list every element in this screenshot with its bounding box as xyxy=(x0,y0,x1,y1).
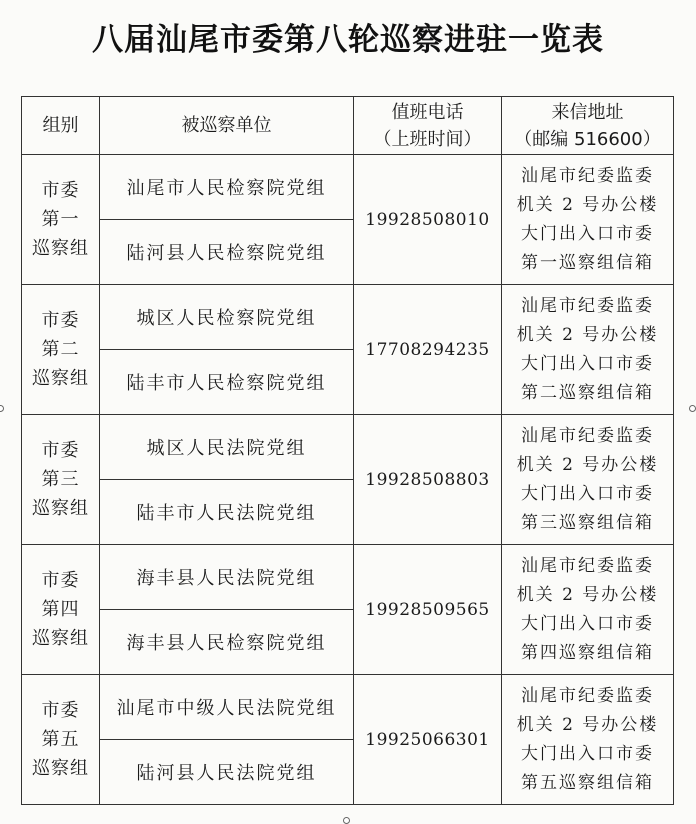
group-cell: 市委 第一 巡察组 xyxy=(22,155,100,285)
group-cell: 市委 第四 巡察组 xyxy=(22,545,100,675)
phone-cell: 19928508010 xyxy=(354,155,502,285)
unit-cell: 城区人民检察院党组 xyxy=(100,285,354,350)
unit-cell: 汕尾市中级人民法院党组 xyxy=(100,675,354,740)
group-cell: 市委 第二 巡察组 xyxy=(22,285,100,415)
unit-cell: 海丰县人民检察院党组 xyxy=(100,610,354,675)
scan-mark xyxy=(0,405,4,412)
unit-cell: 海丰县人民法院党组 xyxy=(100,545,354,610)
table-row xyxy=(22,415,674,480)
table-row xyxy=(22,545,674,610)
unit-cell: 陆河县人民检察院党组 xyxy=(100,220,354,285)
unit-cell: 城区人民法院党组 xyxy=(100,415,354,480)
inspection-table xyxy=(21,96,674,805)
scan-mark xyxy=(689,405,696,412)
unit-cell: 陆丰市人民法院党组 xyxy=(100,480,354,545)
unit-cell: 陆丰市人民检察院党组 xyxy=(100,350,354,415)
unit-cell: 陆河县人民法院党组 xyxy=(100,740,354,805)
header-group: 组别 xyxy=(22,97,100,155)
header-phone-line1: 值班电话 xyxy=(391,101,464,123)
address-cell: 汕尾市纪委监委 机关 2 号办公楼 大门出入口市委 第二巡察组信箱 xyxy=(502,285,674,415)
page-title: 八届汕尾市委第八轮巡察进驻一览表 xyxy=(92,22,604,58)
phone-cell: 19928509565 xyxy=(354,545,502,675)
unit-cell: 汕尾市人民检察院党组 xyxy=(100,155,354,220)
table-row xyxy=(22,675,674,740)
group-cell: 市委 第五 巡察组 xyxy=(22,675,100,805)
address-cell: 汕尾市纪委监委 机关 2 号办公楼 大门出入口市委 第三巡察组信箱 xyxy=(502,415,674,545)
header-phone-line2: （上班时间） xyxy=(373,128,482,150)
phone-cell: 19928508803 xyxy=(354,415,502,545)
header-row xyxy=(22,97,674,155)
phone-cell: 17708294235 xyxy=(354,285,502,415)
phone-cell: 19925066301 xyxy=(354,675,502,805)
address-cell: 汕尾市纪委监委 机关 2 号办公楼 大门出入口市委 第一巡察组信箱 xyxy=(502,155,674,285)
header-address-line2: （邮编 516600） xyxy=(514,128,661,150)
header-unit: 被巡察单位 xyxy=(100,97,354,155)
group-cell: 市委 第三 巡察组 xyxy=(22,415,100,545)
header-address-line1: 来信地址 xyxy=(551,101,624,123)
header-phone xyxy=(354,97,502,155)
address-cell: 汕尾市纪委监委 机关 2 号办公楼 大门出入口市委 第五巡察组信箱 xyxy=(502,675,674,805)
header-address xyxy=(502,97,674,155)
address-cell: 汕尾市纪委监委 机关 2 号办公楼 大门出入口市委 第四巡察组信箱 xyxy=(502,545,674,675)
scan-mark xyxy=(343,817,350,824)
table-row xyxy=(22,285,674,350)
table-row xyxy=(22,155,674,220)
